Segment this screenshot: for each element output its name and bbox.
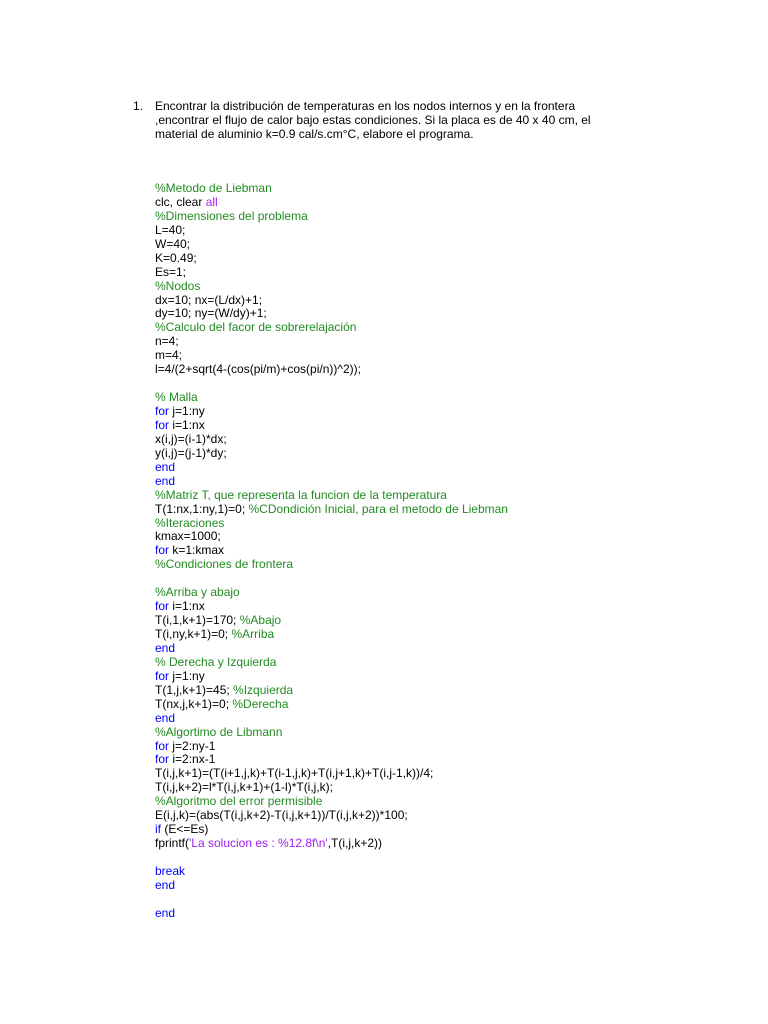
code-line	[155, 489, 715, 503]
code-line	[155, 837, 715, 851]
code-line	[155, 280, 715, 294]
code-line	[155, 307, 715, 321]
code-token-comment: %Izquierda	[233, 682, 294, 697]
code-token-keyword: for	[155, 404, 170, 418]
code-token-code: W=40;	[155, 236, 191, 251]
code-line	[155, 544, 715, 558]
code-token-code: (E<=Es)	[161, 822, 209, 837]
code-line	[155, 224, 715, 238]
code-line	[155, 294, 715, 308]
code-line	[155, 447, 715, 461]
code-line	[155, 517, 715, 531]
code-token-code: dx=10; nx=(L/dx)+1;	[155, 292, 263, 307]
code-line	[155, 726, 715, 740]
code-line	[155, 266, 715, 280]
code-token-code: T(1:nx,1:ny,1)=0;	[155, 501, 249, 516]
code-token-code: j=2:ny-1	[169, 738, 216, 753]
code-line	[155, 475, 715, 489]
code-token-code: fprintf(	[155, 836, 190, 851]
code-token-keyword: for	[155, 543, 170, 558]
code-token-code: T(i,j,k+2)=l*T(i,j,k+1)+(1-l)*T(i,j,k);	[155, 780, 334, 795]
code-line	[155, 572, 715, 586]
code-token-keyword: for	[155, 668, 170, 683]
code-line	[155, 530, 715, 544]
code-token-code: Es=1;	[155, 264, 187, 279]
code-token-code: m=4;	[155, 348, 183, 363]
code-line	[155, 670, 715, 684]
code-token-code: i=2:nx-1	[169, 752, 216, 767]
code-token-code: y(i,j)=(j-1)*dy;	[155, 445, 227, 460]
code-line	[155, 642, 715, 656]
code-line	[155, 767, 715, 781]
code-line	[155, 321, 715, 335]
code-line	[155, 893, 715, 907]
code-token-code: ,T(i,j,k+2))	[327, 836, 383, 851]
code-token-comment: %Algoritmo del error permisible	[155, 794, 323, 809]
code-token-code: E(i,j,k)=(abs(T(i,j,k+2)-T(i,j,k+1))/T(i,j,k+2))*100;	[155, 808, 408, 823]
code-token-comment: %Calculo del facor de sobrerelajación	[155, 320, 357, 335]
code-token-keyword: for	[155, 417, 170, 432]
code-token-keyword: end	[155, 877, 176, 892]
code-token-string: all	[205, 194, 218, 209]
code-token-code: T(i,1,k+1)=170;	[155, 613, 240, 628]
code-token-keyword: end	[155, 905, 176, 920]
code-token-code: j=1:ny	[169, 668, 205, 683]
code-token-keyword: end	[155, 459, 176, 474]
code-token-code: T(nx,j,k+1)=0;	[155, 696, 233, 711]
code-line	[155, 433, 715, 447]
code-token-comment: %Matriz T, que representa la funcion de la temperatura	[155, 487, 447, 502]
code-token-code: K=0.49;	[155, 250, 197, 265]
code-token-string: 'La solucion es : %12.8f\n'	[189, 836, 328, 851]
code-line	[155, 349, 715, 363]
code-token-comment: %Iteraciones	[155, 515, 225, 530]
code-line	[155, 614, 715, 628]
code-line	[155, 698, 715, 712]
code-line	[155, 461, 715, 475]
code-line	[155, 238, 715, 252]
code-token-keyword: for	[155, 752, 170, 767]
code-line	[155, 907, 715, 921]
code-token-comment: %Abajo	[239, 613, 282, 628]
code-listing	[155, 182, 715, 921]
code-line	[155, 558, 715, 572]
code-token-comment: %Derecha	[232, 696, 289, 711]
code-token-comment: %Arriba	[231, 627, 275, 641]
code-token-code: i=1:nx	[169, 417, 205, 432]
code-token-keyword: end	[155, 640, 176, 655]
code-token-keyword: end	[155, 710, 176, 725]
code-token-code: L=40;	[155, 222, 186, 237]
code-token-code: T(i,j,k+1)=(T(i+1,j,k)+T(i-1,j,k)+T(i,j+1,k)+T(i,j-1,k))/4;	[155, 766, 434, 781]
code-line	[155, 740, 715, 754]
code-line	[155, 405, 715, 419]
code-token-code: i=1:nx	[169, 599, 205, 614]
code-token-code: l=4/(2+sqrt(4-(cos(pi/m)+cos(pi/n))^2));	[155, 362, 362, 377]
code-token-comment: %CDondición Inicial, para el metodo de Liebman	[248, 501, 508, 516]
code-line	[155, 363, 715, 377]
code-line	[155, 252, 715, 266]
code-token-code: kmax=1000;	[155, 529, 221, 544]
code-line	[155, 781, 715, 795]
code-token-code: T(1,j,k+1)=45;	[155, 682, 234, 697]
code-token-code: n=4;	[155, 334, 179, 349]
code-line	[155, 210, 715, 224]
code-token-comment: %Metodo de Liebman	[155, 181, 272, 195]
code-line	[155, 684, 715, 698]
code-line	[155, 628, 715, 642]
code-line	[155, 600, 715, 614]
code-token-comment: % Derecha y Izquierda	[155, 654, 277, 669]
code-token-code: k=1:kmax	[169, 543, 225, 558]
code-line	[155, 503, 715, 517]
code-line	[155, 196, 715, 210]
code-token-keyword: for	[155, 738, 170, 753]
code-line	[155, 656, 715, 670]
code-token-comment: %Condiciones de frontera	[155, 557, 294, 572]
code-line	[155, 823, 715, 837]
code-token-keyword: break	[155, 863, 186, 878]
code-token-code: x(i,j)=(i-1)*dx;	[155, 431, 227, 446]
code-line	[155, 335, 715, 349]
problem-text: Encontrar la distribución de temperaturas en los nodos internos y en la frontera ,encontrar el flujo de calor bajo estas condiciones. Si la placa es de 40 x 40 cm, el material de aluminio k=0.9 cal/s.cm°C, elabore el programa.	[155, 99, 591, 141]
problem-number: 1.	[133, 99, 144, 113]
code-token-keyword: for	[155, 599, 170, 614]
code-token-keyword: if	[155, 822, 161, 837]
code-line	[155, 753, 715, 767]
code-line	[155, 391, 715, 405]
code-line	[155, 795, 715, 809]
code-token-comment: %Arriba y abajo	[155, 585, 240, 600]
code-token-comment: %Nodos	[155, 278, 201, 293]
code-line	[155, 586, 715, 600]
code-line	[155, 419, 715, 433]
code-line	[155, 865, 715, 879]
code-line	[155, 879, 715, 893]
code-line	[155, 809, 715, 823]
code-token-comment: % Malla	[155, 390, 198, 405]
code-token-comment: %Algortimo de Libmann	[155, 724, 283, 739]
code-token-code: clc, clear	[155, 194, 206, 209]
code-line	[155, 851, 715, 865]
code-line	[155, 712, 715, 726]
code-token-keyword: end	[155, 473, 176, 488]
code-line	[155, 377, 715, 391]
code-token-code: T(i,ny,k+1)=0;	[155, 627, 232, 641]
code-line	[155, 182, 715, 196]
code-token-comment: %Dimensiones del problema	[155, 208, 308, 223]
code-token-code: dy=10; ny=(W/dy)+1;	[155, 306, 267, 321]
code-token-code: j=1:ny	[169, 404, 205, 418]
